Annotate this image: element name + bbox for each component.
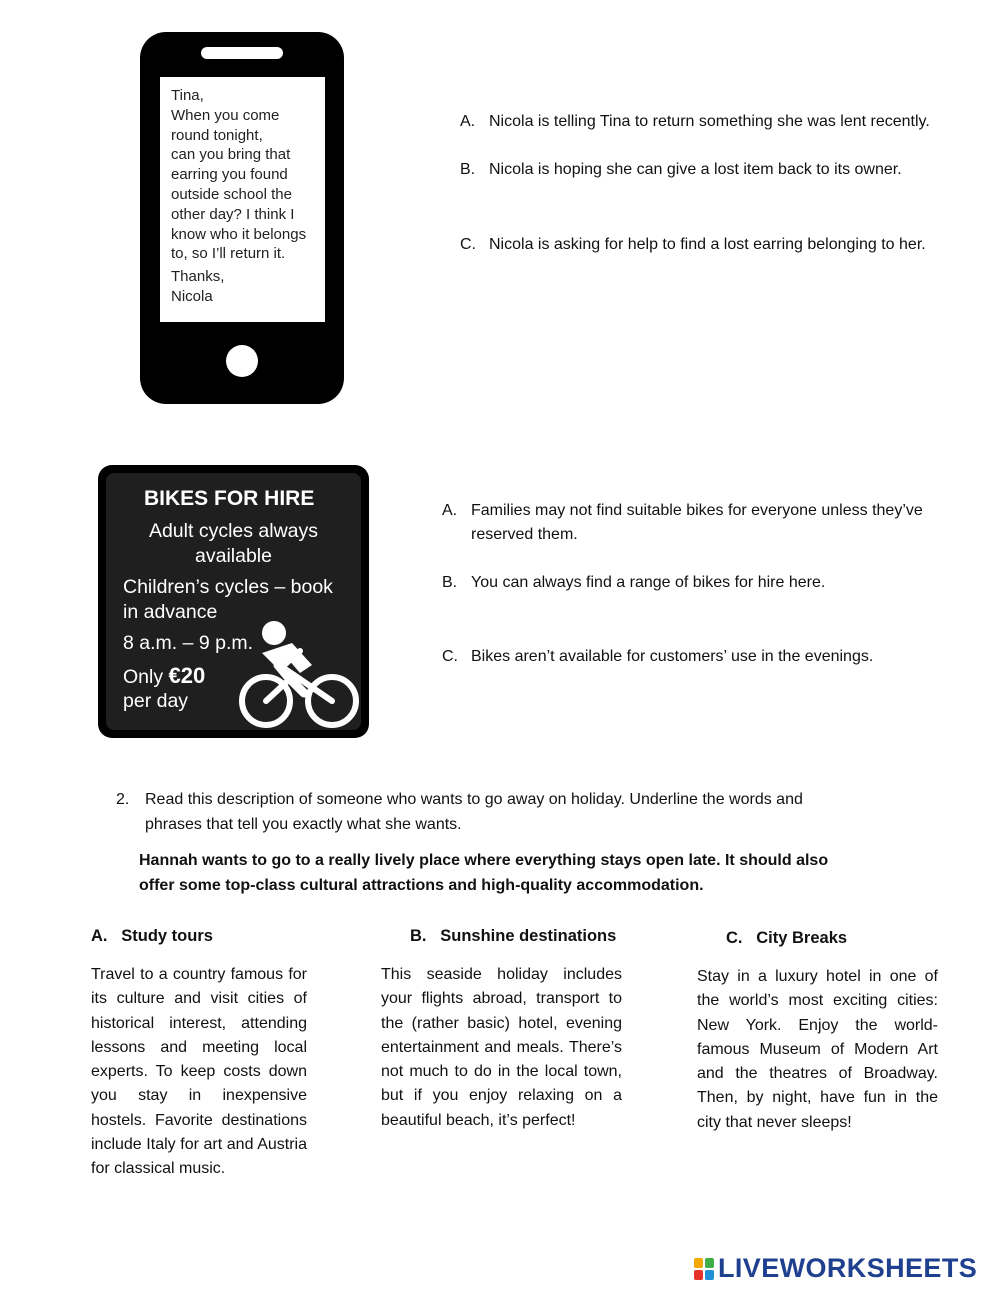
phone-option-c[interactable] [460,233,980,257]
option-text: Nicola is hoping she can give a lost item back to its owner. [489,161,902,178]
phone-speaker [201,47,283,59]
column-body: Travel to a country famous for its culture and visit cities of historical interest, attending lessons and meeting local experts. To keep costs down you stay in inexpensive hostels. Favorite destinations include Italy for art and Austria for classical music. [91,966,307,1178]
option-text: Families may not find suitable bikes for everyone unless they’ve [471,502,923,519]
option-text: Nicola is telling Tina to return something she was lent recently. [489,113,930,130]
option-letter: B. [460,161,476,178]
option-letter: A. [442,502,458,519]
phone-illustration [140,32,344,404]
message-body: can you bring that earring you found outside school the other day? I think I know who it belongs to, so I’ll return it. [171,146,307,263]
phone-option-b[interactable] [460,158,980,182]
column-title: City Breaks [756,929,848,947]
column-title: Sunshine destinations [440,927,617,945]
question-instruction: Read this description of someone who wants to go away on holiday. Underline the words and [145,791,803,808]
cyclist-icon [234,617,362,732]
sign-hours: 8 a.m. – 9 p.m. [123,632,254,654]
question-number: 2. [116,791,130,808]
phone-option-a[interactable] [460,110,980,134]
sign-line: in advance [123,601,218,623]
logo-text: LIVEWORKSHEETS [718,1253,978,1283]
sign-line: Children’s cycles – book [123,576,333,598]
column-heading [91,927,213,946]
column-heading [726,929,847,948]
description-text: Hannah wants to go to a really lively place where everything stays open late. It should also [139,852,829,869]
column-letter: A. [91,927,108,945]
price-prefix: Only [123,666,164,688]
price-value: €20 [168,663,206,688]
sign-option-b[interactable] [442,571,972,595]
option-text: You can always find a range of bikes for hire here. [471,574,826,591]
sign-price [123,664,205,689]
liveworksheets-logo-icon [694,1258,714,1280]
option-letter: C. [442,648,458,665]
option-letter: B. [442,574,458,591]
option-text: reserved them. [471,526,578,543]
column-letter: C. [726,929,743,947]
message-greeting: Tina, [171,87,204,104]
option-letter: C. [460,236,476,253]
column-body: Stay in a luxury hotel in one of the world’s most exciting cities: New York. Enjoy the world-famous Museum of Modern Art and the theatres of Broadway. Then, by night, have fun in the city that never sleeps! [697,968,938,1131]
message-signoff: Thanks, [171,268,225,286]
question-instruction: phrases that tell you exactly what she wants. [145,816,462,833]
column-heading [410,927,616,946]
option-letter: A. [460,113,476,130]
option-text: Nicola is asking for help to find a lost earring belonging to her. [489,236,926,253]
bike-hire-sign [98,465,369,738]
sign-per-day: per day [123,690,189,712]
home-button-icon [226,345,258,377]
message-line: When you come round tonight, [171,106,280,144]
column-letter: B. [410,927,427,945]
sign-line: available [195,545,272,567]
sign-title: BIKES FOR HIRE [144,487,315,510]
text-message [171,86,321,307]
description-text: offer some top-class cultural attractions and high-quality accommodation. [139,877,704,894]
option-text: Bikes aren’t available for customers’ use in the evenings. [471,648,874,665]
sign-option-a[interactable] [442,499,972,547]
column-body: This seaside holiday includes your flights abroad, transport to the (rather basic) hotel, evening entertainment and meals. There’s not much to do in the local town, but if you enjoy relaxing on a beautiful beach, it’s perfect! [381,966,622,1129]
message-sender: Nicola [171,287,213,305]
sign-line: Adult cycles always [148,520,319,542]
sign-option-c[interactable] [442,645,972,669]
phone-screen [160,77,325,322]
column-title: Study tours [121,927,213,945]
